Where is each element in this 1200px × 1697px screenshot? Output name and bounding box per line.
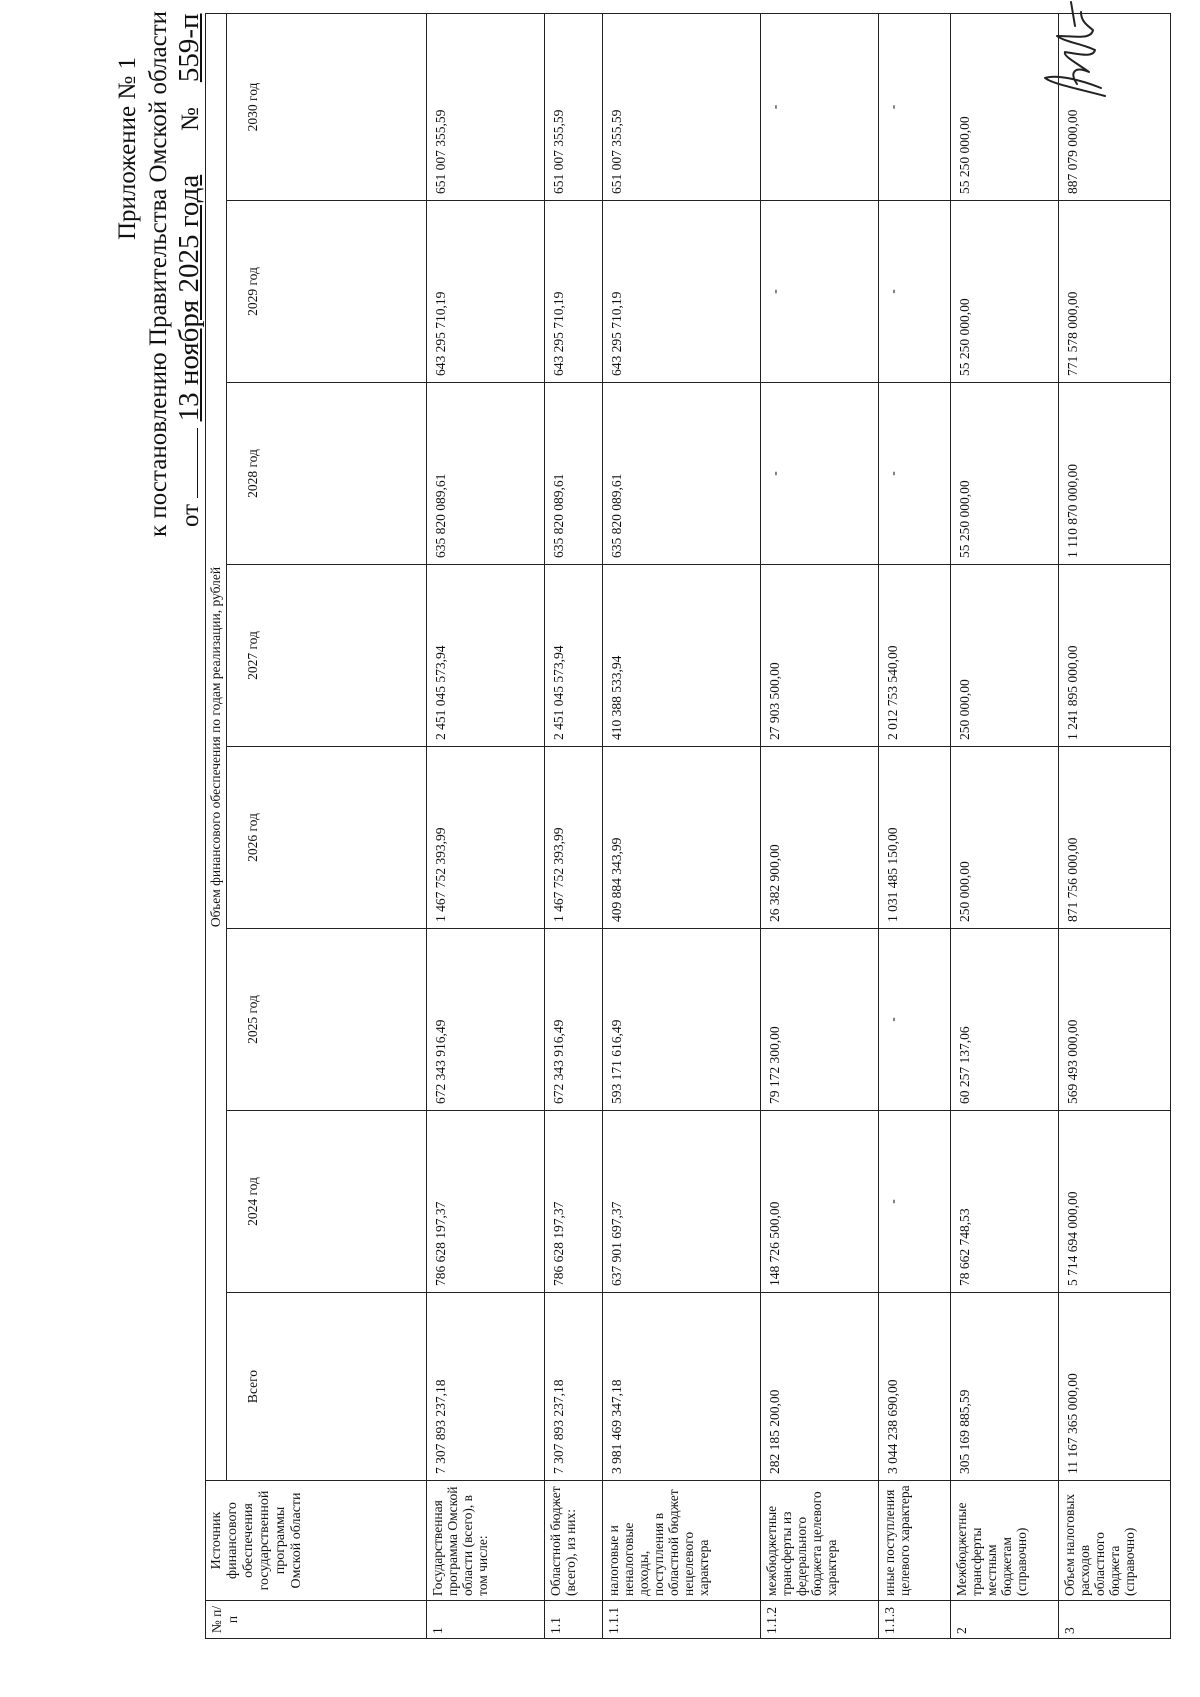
row-year-value: - [879,383,951,565]
row-year-value: 55 250 000,00 [951,201,1059,383]
row-number: 1.1.2 [761,1601,879,1639]
row-year-value: 635 820 089,61 [545,383,603,565]
col-header-year: 2029 год [227,201,427,383]
number-label: № [177,107,204,132]
row-year-value: 2 451 045 573,94 [545,565,603,747]
row-total: 305 169 885,59 [951,1293,1059,1481]
header-row-group [206,13,227,1638]
row-source: Государственная программа Омской области (всего), в том числе: [427,1481,545,1601]
table-row [545,13,603,1638]
row-year-value: 1 031 485 150,00 [879,747,951,929]
row-year-value: 2 012 753 540,00 [879,565,951,747]
row-source: Объем налоговых расходов областного бюджета (справочно) [1059,1481,1171,1601]
row-total: 282 185 200,00 [761,1293,879,1481]
row-year-value: 887 079 000,00 [1059,13,1171,200]
col-header-year: 2028 год [227,383,427,565]
row-total: 7 307 893 237,18 [427,1293,545,1481]
row-year-value: - [879,1111,951,1293]
row-source: Межбюджетные трансферты местным бюджетам (справочно) [951,1481,1059,1601]
row-total: 7 307 893 237,18 [545,1293,603,1481]
decree-date-line [173,13,206,537]
row-year-value: 871 756 000,00 [1059,747,1171,929]
row-year-value: 593 171 616,49 [603,929,761,1111]
row-total: 3 981 469 347,18 [603,1293,761,1481]
row-year-value: 5 714 694 000,00 [1059,1111,1171,1293]
date-blank-line [175,428,198,498]
col-header-year: 2024 год [227,1111,427,1293]
row-year-value: 651 007 355,59 [427,13,545,200]
row-year-value: 569 493 000,00 [1059,929,1171,1111]
row-year-value: 672 343 916,49 [427,929,545,1111]
row-year-value: 1 467 752 393,99 [545,747,603,929]
row-year-value: 635 820 089,61 [427,383,545,565]
row-year-value: 786 628 197,37 [545,1111,603,1293]
row-year-value: 651 007 355,59 [545,13,603,200]
row-year-value: 643 295 710,19 [427,201,545,383]
col-header-total: Всего [227,1293,427,1481]
col-header-year: 2027 год [227,565,427,747]
row-year-value: 786 628 197,37 [427,1111,545,1293]
row-number: 2 [951,1601,1059,1639]
row-year-value: 55 250 000,00 [951,13,1059,200]
row-year-value: 79 172 300,00 [761,929,879,1111]
row-year-value: - [879,13,951,200]
col-header-source: Источник финансового обеспечения государственной программы Омской области [206,1481,427,1601]
row-total: 11 167 365 000,00 [1059,1293,1171,1481]
from-label: от [177,503,204,527]
col-header-year: 2026 год [227,747,427,929]
decree-reference: к постановлению Правительства Омской области [145,10,172,537]
row-source: межбюджетные трансферты из федерального бюджета целевого характера [761,1481,879,1601]
row-number: 3 [1059,1601,1171,1639]
financing-table [205,13,1171,1639]
appendix-header [112,10,206,537]
col-header-number: № п/п [206,1601,427,1639]
header-row-years [227,13,427,1638]
table-row [879,13,951,1638]
row-source: иные поступления целевого характера [879,1481,951,1601]
row-year-value: 250 000,00 [951,565,1059,747]
row-year-value: 410 388 533,94 [603,565,761,747]
row-year-value: - [761,201,879,383]
row-year-value: 1 467 752 393,99 [427,747,545,929]
row-year-value: 643 295 710,19 [603,201,761,383]
row-year-value: 78 662 748,53 [951,1111,1059,1293]
row-year-value: 643 295 710,19 [545,201,603,383]
col-header-year: 2025 год [227,929,427,1111]
table-row [761,13,879,1638]
row-year-value: - [761,383,879,565]
row-year-value: 637 901 697,37 [603,1111,761,1293]
row-number: 1.1.3 [879,1601,951,1639]
row-year-value: 635 820 089,61 [603,383,761,565]
row-year-value: 1 110 870 000,00 [1059,383,1171,565]
row-year-value: 27 903 500,00 [761,565,879,747]
row-total: 3 044 238 690,00 [879,1293,951,1481]
table-row [427,13,545,1638]
table-row [1059,13,1171,1638]
row-year-value: 409 884 343,99 [603,747,761,929]
row-year-value: 771 578 000,00 [1059,201,1171,383]
row-year-value: - [879,201,951,383]
row-year-value: 148 726 500,00 [761,1111,879,1293]
col-header-group: Объем финансового обеспечения по годам реализации, рублей [206,13,227,1480]
row-year-value: 26 382 900,00 [761,747,879,929]
row-year-value: 1 241 895 000,00 [1059,565,1171,747]
row-number: 1.1.1 [603,1601,761,1639]
row-year-value: 250 000,00 [951,747,1059,929]
row-source: Областной бюджет (всего), из них: [545,1481,603,1601]
row-year-value: 2 451 045 573,94 [427,565,545,747]
row-year-value: 55 250 000,00 [951,383,1059,565]
table-row [951,13,1059,1638]
table-row [603,13,761,1638]
appendix-title: Приложение № 1 [114,57,141,241]
decree-date: 13 ноября 2025 года [173,174,205,422]
col-header-year: 2030 год [227,13,427,200]
row-year-value: 651 007 355,59 [603,13,761,200]
decree-number: 559-п [173,13,205,83]
row-year-value: 60 257 137,06 [951,929,1059,1111]
row-year-value: 672 343 916,49 [545,929,603,1111]
row-source: налоговые и неналоговые доходы, поступления в областной бюджет нецелевого характера [603,1481,761,1601]
row-year-value: - [879,929,951,1111]
row-number: 1 [427,1601,545,1639]
row-year-value: - [761,13,879,200]
row-number: 1.1 [545,1601,603,1639]
